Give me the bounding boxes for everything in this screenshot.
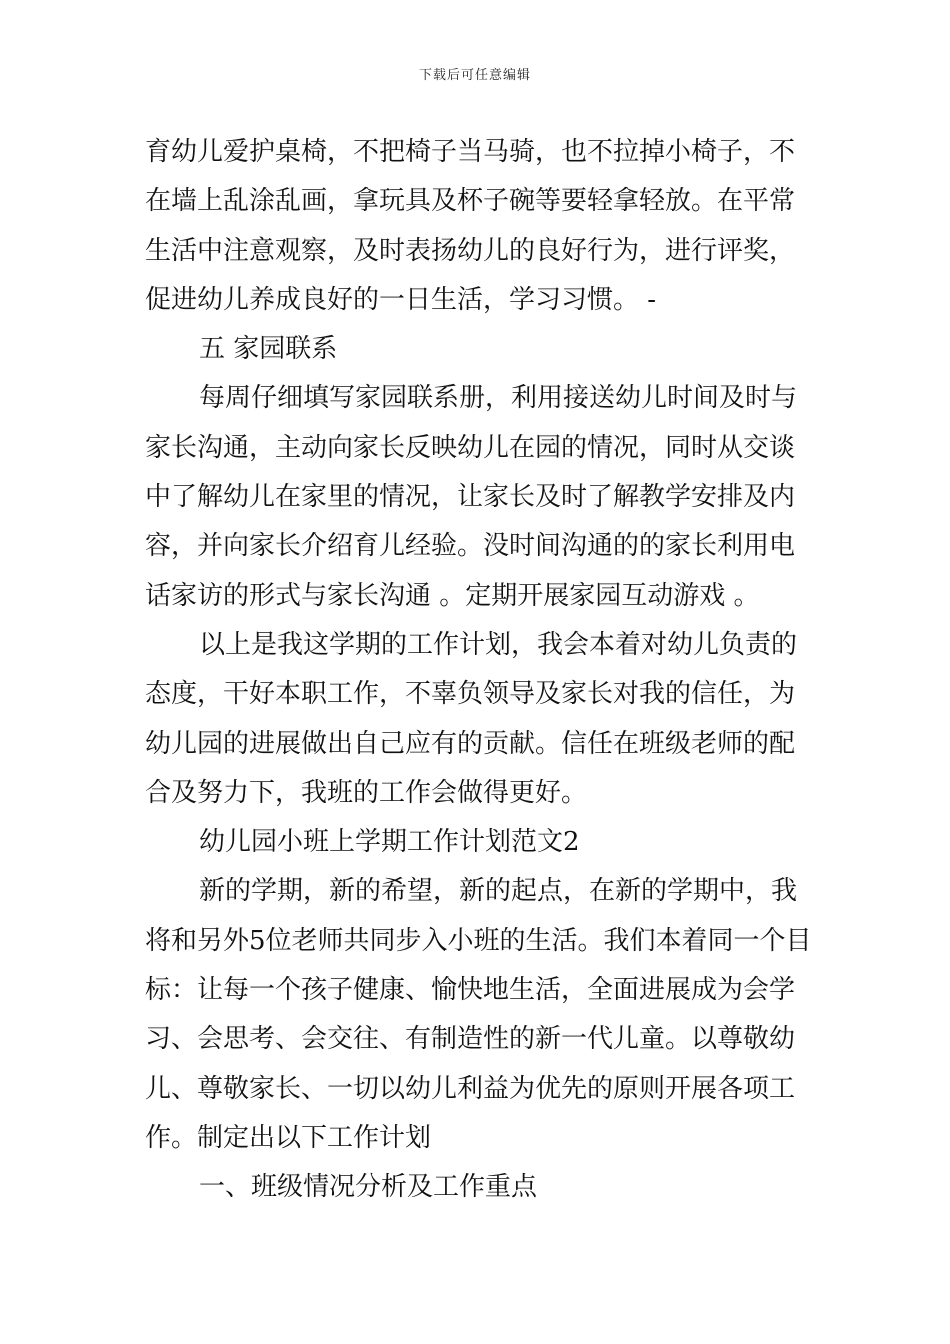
text-line: 生活中注意观察，及时表扬幼儿的良好行为，进行评奖， (145, 235, 796, 266)
document-title: 幼儿园小班上学期工作计划范文2 (199, 827, 580, 858)
text-line: 话家访的形式与家长沟通 。定期开展家园互动游戏 。 (145, 580, 760, 611)
text-line: 作。制定出以下工作计划 (145, 1122, 432, 1153)
text-line: 中了解幼儿在家里的情况，让家长及时了解教学安排及内 (145, 482, 796, 513)
page-header: 下载后可任意编辑 (418, 68, 531, 83)
section-heading: 一、班级情况分析及工作重点 (199, 1172, 538, 1203)
text-line: 儿、尊敬家长、一切以幼儿利益为优先的原则开展各项工 (145, 1073, 796, 1104)
text-line: 容，并向家长介绍育儿经验。没时间沟通的的家长利用电 (145, 531, 796, 562)
text-line: 态度，干好本职工作，不辜负领导及家长对我的信任，为 (145, 679, 796, 710)
text-line: 新的学期，新的希望，新的起点，在新的学期中，我 (199, 876, 798, 907)
section-heading: 五 家园联系 (199, 334, 338, 365)
text-line: 将和另外5位老师共同步入小班的生活。我们本着同一个目 (145, 925, 812, 956)
document-body (145, 128, 815, 1213)
text-line: 习、会思考、会交往、有制造性的新一代儿童。以尊敬幼 (145, 1024, 796, 1055)
text-line: 促进幼儿养成良好的一日生活，学习习惯。 - (145, 284, 657, 315)
text-line: 在墙上乱涂乱画，拿玩具及杯子碗等要轻拿轻放。在平常 (145, 186, 796, 217)
text-line: 合及努力下，我班的工作会做得更好。 (145, 777, 588, 808)
text-line: 标：让每一个孩子健康、愉快地生活，全面进展成为会学 (145, 975, 796, 1006)
text-line: 家长沟通，主动向家长反映幼儿在园的情况，同时从交谈 (145, 432, 796, 463)
text-line: 幼儿园的进展做出自己应有的贡献。信任在班级老师的配 (145, 728, 796, 759)
text-line: 每周仔细填写家园联系册，利用接送幼儿时间及时与 (199, 383, 798, 414)
text-line: 育幼儿爱护桌椅，不把椅子当马骑，也不拉掉小椅子，不 (145, 137, 796, 167)
text-line: 以上是我这学期的工作计划，我会本着对幼儿负责的 (199, 629, 798, 660)
